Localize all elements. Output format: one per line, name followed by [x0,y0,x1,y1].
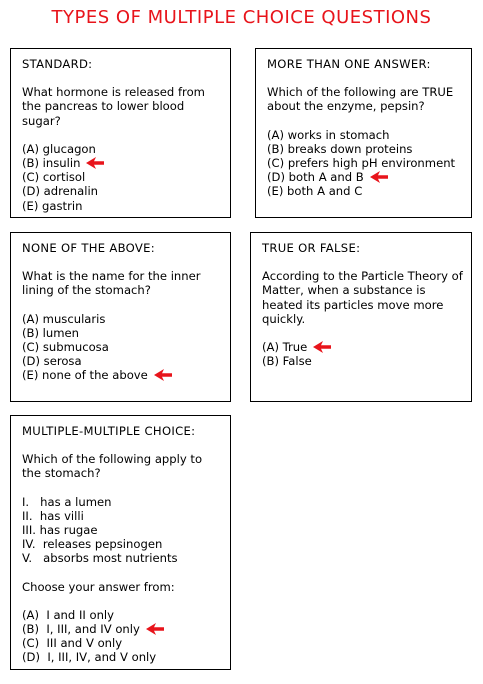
option-item [262,354,463,368]
option-label: (A) muscularis [22,311,106,326]
option-item [267,142,463,156]
option-label: (C) III and V only [22,636,123,651]
options-list [22,142,222,213]
option-item [22,199,222,213]
option-label: (A) works in stomach [267,127,390,142]
question-text: What is the name for the inner lining of the stomach? [22,269,201,298]
statement-item: V. absorbs most nutrients [22,551,178,566]
question-text: Which of the following apply to the stomach? [22,452,203,481]
box-heading: TRUE OR FALSE: [262,241,361,255]
standard-question-box [10,48,231,218]
option-item [22,170,222,184]
option-label: (B) insulin [22,156,81,170]
box-heading: MULTIPLE-MULTIPLE CHOICE: [22,424,196,438]
answer-arrow-icon [86,157,104,169]
statement-item: IV. releases pepsinogen [22,537,163,552]
options-list [22,608,222,665]
option-item [22,636,222,650]
option-label: (D) adrenalin [22,184,99,199]
option-item [22,608,222,622]
options-list [267,128,463,199]
answer-arrow-icon [370,171,388,183]
option-item [22,142,222,156]
option-item [22,340,222,354]
option-item [22,184,222,198]
option-label: (C) submucosa [22,339,109,354]
multiple-multiple-choice-box [10,415,231,670]
none-of-the-above-box [10,232,231,402]
page-title: TYPES OF MULTIPLE CHOICE QUESTIONS [51,7,432,28]
option-label: (D) serosa [22,354,82,369]
option-item [267,156,463,170]
option-label: (D) both A and B [267,170,364,185]
option-item [22,156,222,170]
option-label: (E) gastrin [22,198,83,213]
option-item [22,622,222,636]
option-item [267,184,463,198]
option-label: (B) breaks down proteins [267,141,413,156]
statement-item: III. has rugae [22,522,98,537]
options-list [22,312,222,383]
option-label: (B) I, III, and IV only [22,621,140,636]
answer-arrow-icon [146,623,164,635]
option-label: (C) prefers high pH environment [267,155,456,170]
options-list [262,340,463,368]
answer-arrow-icon [313,341,331,353]
option-label: (A) True [262,340,308,355]
option-label: (C) cortisol [22,170,86,185]
option-item [22,326,222,340]
box-heading: NONE OF THE ABOVE: [22,241,155,255]
option-label: (B) lumen [22,325,80,340]
box-heading: MORE THAN ONE ANSWER: [267,57,431,71]
more-than-one-answer-box [255,48,472,218]
option-label: (E) both A and C [267,184,363,199]
box-heading: STANDARD: [22,57,93,71]
option-item [22,650,222,664]
option-label: (E) none of the above [22,368,148,383]
option-item [267,128,463,142]
statement-item: II. has villi [22,508,84,523]
option-label: (A) I and II only [22,607,114,622]
option-item [22,354,222,368]
option-item [267,170,463,184]
question-text: Which of the following are TRUE about the enzyme, pepsin? [267,85,454,114]
answer-arrow-icon [154,369,172,381]
statements-list [22,495,222,566]
statement-item: I. has a lumen [22,494,112,509]
option-label: (D) I, III, IV, and V only [22,650,157,665]
true-or-false-box [250,232,472,402]
option-item [22,312,222,326]
option-label: (B) False [262,354,312,369]
question-text: What hormone is released from the pancreas to lower blood sugar? [22,85,205,128]
choose-prompt: Choose your answer from: [22,579,175,594]
option-item [22,368,222,382]
option-item [262,340,463,354]
question-text: According to the Particle Theory of Matter, when a substance is heated its particles move more quickly. [262,269,463,326]
option-label: (A) glucagon [22,141,96,156]
